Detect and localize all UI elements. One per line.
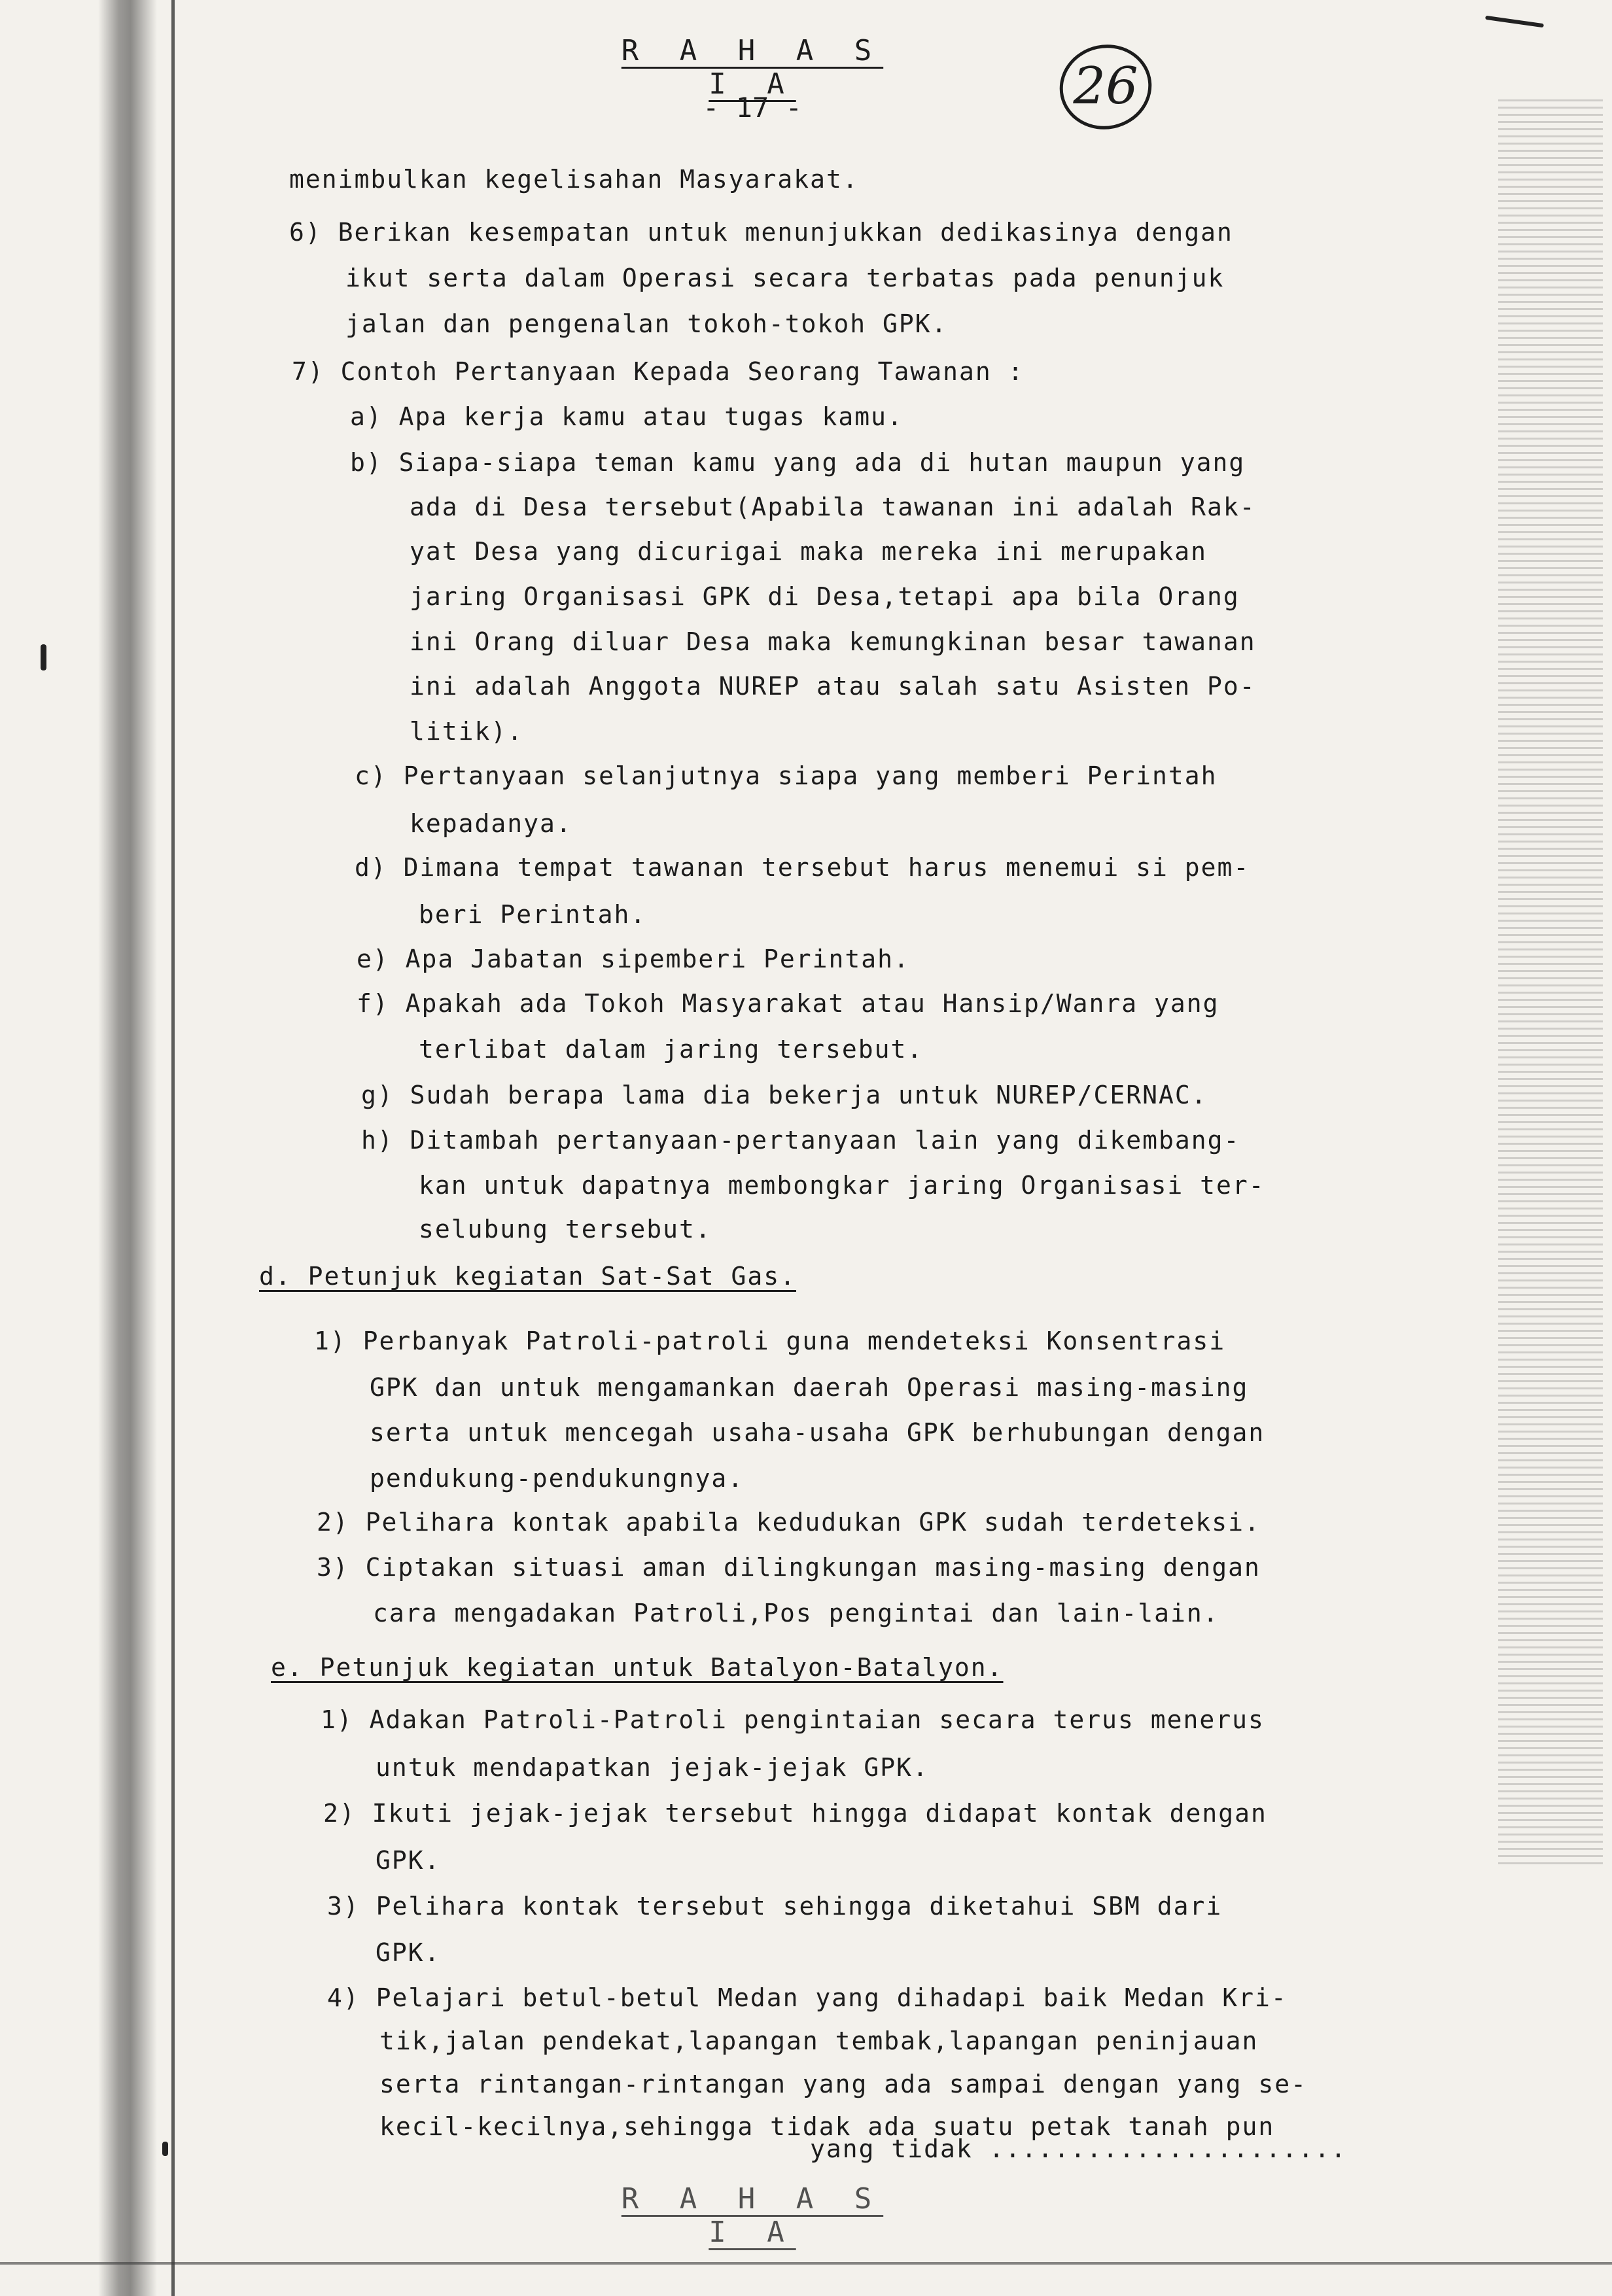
list-item-4: 4) Pelajari betul-betul Medan yang dihadapi baik Medan Kri- (327, 1983, 1288, 2012)
handwritten-page-number (1057, 38, 1155, 136)
list-item-2: 2) Pelihara kontak apabila kedudukan GPK sudah terdeteksi. (317, 1508, 1261, 1537)
list-item-a: a) Apa kerja kamu atau tugas kamu. (350, 402, 903, 431)
text-line: GPK dan untuk mengamankan daerah Operasi masing-masing (370, 1373, 1249, 1402)
text-line: selubung tersebut. (419, 1215, 712, 1244)
text-line: serta rintangan-rintangan yang ada sampai dengan yang se- (379, 2070, 1308, 2098)
handwritten-page-number-text: 26 (1073, 57, 1138, 116)
page-number: - 17 - (703, 92, 802, 124)
text-line: yat Desa yang dicurigai maka mereka ini merupakan (410, 537, 1208, 566)
list-item-h: h) Ditambah pertanyaan-pertanyaan lain yang dikembang- (361, 1126, 1240, 1155)
scan-bottom-edge-line (0, 2262, 1612, 2265)
list-item-3: 3) Ciptakan situasi aman dilingkungan masing-masing dengan (317, 1553, 1261, 1582)
list-item-g: g) Sudah berapa lama dia bekerja untuk NUREP/CERNAC. (361, 1081, 1208, 1109)
scan-speck (162, 2142, 168, 2156)
list-item-e: e) Apa Jabatan sipemberi Perintah. (357, 945, 910, 973)
classification-header: R A H A S I A (621, 34, 884, 101)
text-line: ikut serta dalam Operasi secara terbatas pada penunjuk (345, 264, 1225, 292)
text-line: pendukung-pendukungnya. (370, 1464, 745, 1493)
text-line: kepadanya. (410, 809, 572, 838)
classification-footer: R A H A S I A (621, 2182, 884, 2249)
text-line: kan untuk dapatnya membongkar jaring Organisasi ter- (419, 1171, 1265, 1200)
text-line: jalan dan pengenalan tokoh-tokoh GPK. (345, 309, 948, 338)
list-item-1: 1) Adakan Patroli-Patroli pengintaian secara terus menerus (321, 1705, 1265, 1734)
list-item-b: b) Siapa-siapa teman kamu yang ada di hutan maupun yang (350, 448, 1246, 477)
text-line: ada di Desa tersebut(Apabila tawanan ini adalah Rak- (410, 493, 1256, 521)
scan-right-edge-noise (1498, 98, 1603, 1864)
text-line: kecil-kecilnya,sehingga tidak ada suatu petak tanah pun (379, 2112, 1275, 2141)
text-line: jaring Organisasi GPK di Desa,tetapi apa bila Orang (410, 582, 1240, 611)
list-item-d: d) Dimana tempat tawanan tersebut harus menemui si pem- (355, 853, 1250, 882)
text-line: litik). (410, 717, 524, 746)
list-item-1: 1) Perbanyak Patroli-patroli guna mendeteksi Konsentrasi (314, 1327, 1226, 1355)
text-line: untuk mendapatkan jejak-jejak GPK. (376, 1753, 929, 1782)
scan-speck (1485, 16, 1544, 27)
list-item-3: 3) Pelihara kontak tersebut sehingga diketahui SBM dari (327, 1892, 1223, 1921)
list-item-6: 6) Berikan kesempatan untuk menunjukkan dedikasinya dengan (289, 218, 1233, 247)
section-heading-d: d. Petunjuk kegiatan Sat-Sat Gas. (259, 1262, 796, 1291)
list-item-c: c) Pertanyaan selanjutnya siapa yang memberi Perintah (355, 761, 1218, 790)
text-line: terlibat dalam jaring tersebut. (419, 1035, 924, 1064)
text-line: GPK. (376, 1938, 441, 1967)
section-heading-e: e. Petunjuk kegiatan untuk Batalyon-Batalyon. (271, 1653, 1004, 1682)
text-line: cara mengadakan Patroli,Pos pengintai dan lain-lain. (373, 1599, 1219, 1627)
text-line: ini adalah Anggota NUREP atau salah satu Asisten Po- (410, 672, 1256, 701)
text-line: serta untuk mencegah usaha-usaha GPK berhubungan dengan (370, 1418, 1265, 1447)
list-item-2: 2) Ikuti jejak-jejak tersebut hingga didapat kontak dengan (323, 1799, 1267, 1828)
list-item-7: 7) Contoh Pertanyaan Kepada Seorang Tawanan : (292, 357, 1025, 386)
text-line: ini Orang diluar Desa maka kemungkinan besar tawanan (410, 627, 1256, 656)
text-line: GPK. (376, 1846, 441, 1875)
continuation-line: yang tidak ...................... (810, 2134, 1347, 2163)
text-line: menimbulkan kegelisahan Masyarakat. (289, 165, 859, 194)
text-line: beri Perintah. (419, 900, 647, 929)
scan-speck (41, 644, 46, 670)
list-item-f: f) Apakah ada Tokoh Masyarakat atau Hansip/Wanra yang (357, 989, 1219, 1018)
scan-left-edge-line (171, 0, 175, 2296)
text-line: tik,jalan pendekat,lapangan tembak,lapangan peninjauan (379, 2026, 1259, 2055)
scan-left-binding-shadow (98, 0, 157, 2296)
